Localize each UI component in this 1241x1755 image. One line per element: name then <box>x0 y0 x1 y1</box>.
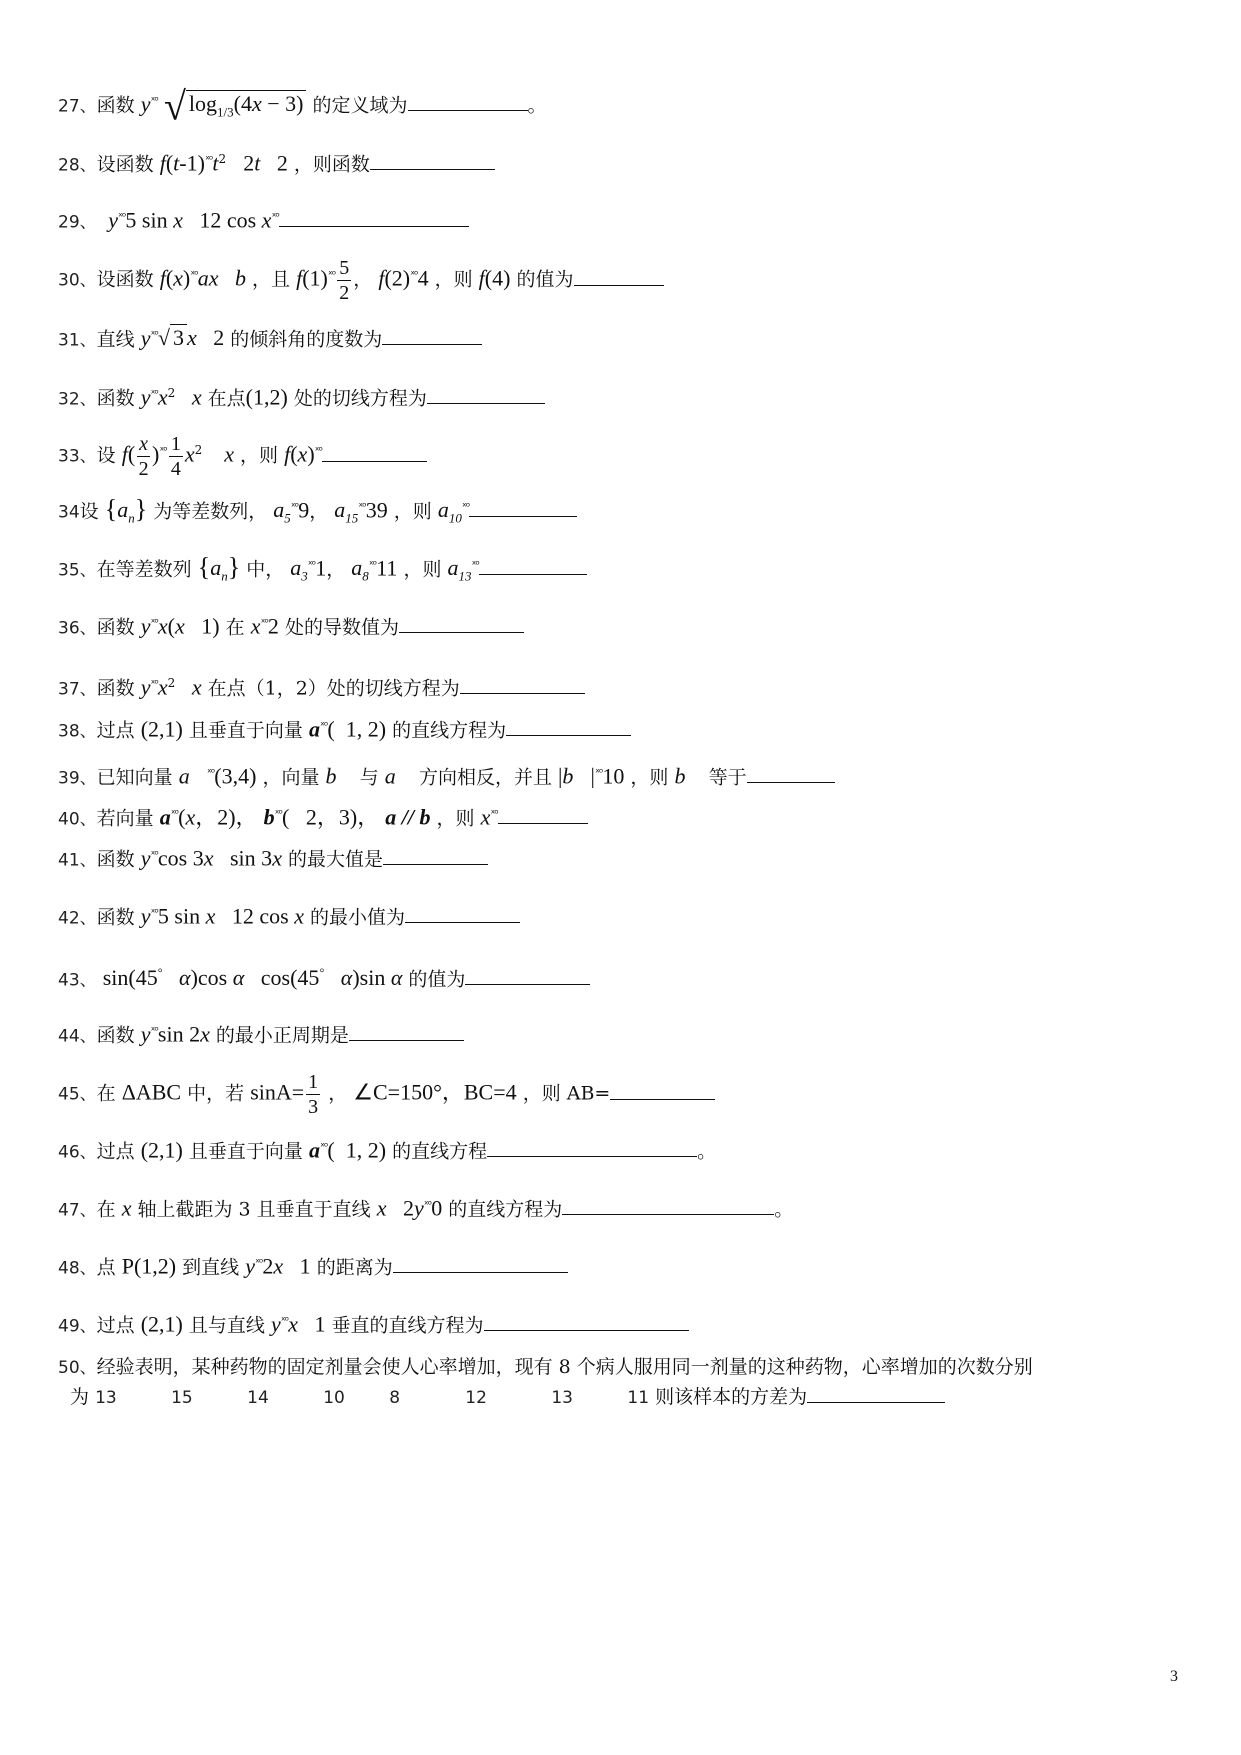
equals-glyph: ˣᵒ <box>204 153 213 166</box>
math-expression: (1,2) <box>245 384 288 410</box>
math-expression: a <box>159 804 171 830</box>
question-text: 为 <box>70 1386 90 1408</box>
question-number: 47、 <box>58 1200 97 1221</box>
math-expression: (1) <box>302 265 328 291</box>
question-text: 设函数 <box>96 268 154 291</box>
math-expression: 5 sin x 12 cos x <box>125 207 272 233</box>
question-47 <box>58 1192 793 1223</box>
question-number: 40、 <box>58 809 97 830</box>
question-text: 等于 <box>708 766 747 789</box>
question-text: 的定义域为 <box>312 94 408 117</box>
math-expression: $a_n$ <box>117 497 135 526</box>
question-49 <box>58 1308 689 1339</box>
math-expression: f <box>296 265 303 291</box>
equals-glyph: ˣᵒ <box>260 616 268 629</box>
question-text: ，则函数 <box>293 153 370 176</box>
math-expression: y <box>102 207 118 233</box>
math-expression: $a_3$ <box>290 555 308 584</box>
question-text: 函数 <box>96 848 135 871</box>
question-text: 若向量 <box>96 807 154 830</box>
math-expression: (x) <box>165 265 191 291</box>
math-expression: (2) <box>384 265 411 291</box>
math-expression: ( 2，3)， <box>282 804 380 830</box>
answer-blank[interactable] <box>498 805 588 824</box>
math-expression: b⃗ <box>674 763 703 789</box>
fraction: $\frac{1}{4}$ <box>170 433 181 480</box>
question-text: ， <box>326 558 346 581</box>
question-text: ，则 <box>403 558 442 581</box>
question-text: 且垂直于向量 <box>188 719 303 742</box>
math-expression: x <box>250 613 261 639</box>
math-expression: $a_5$ <box>273 497 291 526</box>
math-expression: { <box>197 552 211 582</box>
answer-blank[interactable] <box>574 267 664 286</box>
equals-glyph: ˣᵒ <box>319 719 328 732</box>
math-expression: f <box>159 265 166 291</box>
question-number: 37、 <box>58 679 97 700</box>
question-43 <box>58 960 590 993</box>
question-text: 。 <box>527 94 547 117</box>
equals-glyph: ˣᵒ <box>150 848 158 861</box>
math-expression: y <box>140 91 151 117</box>
math-expression: 5 sin x 12 cos x <box>157 903 304 929</box>
question-number: 27、 <box>58 96 97 117</box>
equals-glyph: ˣᵒ <box>423 1198 432 1211</box>
math-expression: x <box>157 613 168 639</box>
question-text: ，则 AB= <box>522 1082 611 1105</box>
question-text: ，则 <box>434 268 473 291</box>
question-text: 且垂直于向量 <box>188 1140 303 1163</box>
math-expression: $a_{13}$ <box>447 555 472 584</box>
question-text: ， <box>328 1082 348 1105</box>
question-text: 在点 <box>207 387 246 410</box>
question-number: 36、 <box>58 618 97 639</box>
equals-glyph: ˣᵒ <box>206 766 215 779</box>
question-number: 49、 <box>58 1316 97 1337</box>
equals-glyph: ˣᵒ <box>410 268 418 282</box>
question-number: 33、 <box>58 446 97 467</box>
math-expression: y <box>140 384 151 410</box>
question-36 <box>58 610 524 641</box>
math-expression: 2x 1 <box>262 1253 311 1279</box>
equals-glyph: ˣᵒ <box>471 558 479 571</box>
sample-value: 11 <box>627 1388 650 1408</box>
question-27 <box>58 83 547 129</box>
math-expression: x <box>175 384 202 410</box>
question-text: 到直线 <box>182 1256 240 1279</box>
math-expression: x <box>157 384 168 410</box>
question-text: 垂直的直线方程为 <box>331 1314 484 1337</box>
math-expression: (2,1) <box>140 1137 183 1163</box>
question-text: ，向量 <box>262 766 320 789</box>
math-expression: (4) <box>484 265 511 291</box>
math-expression: f <box>284 441 291 467</box>
math-expression: x <box>480 804 491 830</box>
math-expression: x <box>288 1311 298 1337</box>
math-expression: ∠C=150°，BC=4 <box>353 1079 517 1105</box>
math-expression: 2t 2 <box>232 150 288 176</box>
question-text: 函数 <box>96 387 135 410</box>
question-text: 。 <box>774 1198 794 1221</box>
answer-blank[interactable] <box>322 443 427 462</box>
math-expression: y <box>140 903 151 929</box>
question-text: 在 <box>96 1198 116 1221</box>
math-expression: sin 2x <box>157 1021 210 1047</box>
math-expression: y <box>140 674 151 700</box>
question-text: 过点 <box>96 1140 135 1163</box>
question-text: 设函数 <box>96 153 154 176</box>
math-expression: 11 <box>376 555 398 581</box>
math-expression: (t-1) <box>165 150 205 176</box>
math-expression: $a_{10}$ <box>437 497 462 526</box>
question-number: 39、 <box>58 768 97 789</box>
question-46 <box>58 1134 716 1165</box>
math-expression: b <box>263 804 275 830</box>
answer-blank[interactable] <box>370 151 495 170</box>
math-expression: sin(45° α)cos α cos(45° α)sin α <box>102 965 403 991</box>
answer-blank[interactable] <box>469 498 577 517</box>
math-expression: y <box>270 1311 281 1337</box>
question-number: 46、 <box>58 1142 97 1163</box>
equals-glyph: ˣᵒ <box>150 616 158 629</box>
equals-glyph: ˣᵒ <box>280 1314 289 1327</box>
math-expression: t <box>212 150 219 176</box>
math-expression: 2 <box>167 676 176 690</box>
equals-glyph: ˣᵒ <box>319 1140 328 1153</box>
question-30 <box>58 258 664 303</box>
question-text: ，且 <box>252 268 291 291</box>
math-expression: 39 <box>365 497 388 523</box>
math-expression: { <box>104 494 118 524</box>
sample-value: 8 <box>389 1388 401 1408</box>
question-text: ，则 <box>393 500 432 523</box>
question-48 <box>58 1250 568 1281</box>
equals-glyph: ˣᵒ <box>190 268 198 282</box>
fraction: $\frac{5}{2}$ <box>339 257 350 304</box>
question-number: 42、 <box>58 908 97 929</box>
math-expression: x <box>157 674 168 700</box>
question-text: ，则 <box>240 444 279 467</box>
question-text: 的直线方程 <box>392 1140 488 1163</box>
question-text: 直线 <box>96 328 135 351</box>
math-expression: $a_{15}$ <box>334 497 359 526</box>
question-text: 函数 <box>96 94 135 117</box>
question-number: 31、 <box>58 330 97 351</box>
math-expression: (x 1) <box>167 613 220 639</box>
equals-glyph: ˣᵒ <box>150 906 158 919</box>
question-text: 的直线方程为 <box>392 719 507 742</box>
question-text: 过点 <box>96 719 135 742</box>
question-text: ，则 <box>436 807 475 830</box>
equals-glyph: ˣᵒ <box>150 1024 158 1037</box>
equals-glyph: ˣᵒ <box>274 807 283 820</box>
answer-blank[interactable] <box>484 1312 689 1331</box>
page-number: 3 <box>1170 1668 1178 1685</box>
answer-blank[interactable] <box>383 846 488 865</box>
math-expression: y <box>245 1253 255 1279</box>
question-text: 在点（1，2）处的切线方程为 <box>207 677 460 700</box>
math-expression: x <box>202 441 234 467</box>
equals-glyph: ˣᵒ <box>490 807 498 820</box>
question-text: 且与直线 <box>188 1314 265 1337</box>
equals-glyph: ˣᵒ <box>254 1256 263 1269</box>
question-text: 在等差数列 <box>96 558 192 581</box>
math-expression: ax b <box>197 265 246 291</box>
answer-blank[interactable] <box>399 614 524 633</box>
equals-glyph: ˣᵒ <box>307 558 316 571</box>
math-expression: 2 <box>194 443 203 458</box>
question-text: 的最大值是 <box>288 848 384 871</box>
sample-value: 14 <box>247 1388 269 1408</box>
question-text: 函数 <box>96 677 135 700</box>
equals-glyph: ˣᵒ <box>117 210 126 223</box>
math-expression: 0 <box>431 1195 443 1221</box>
answer-blank[interactable] <box>279 208 469 227</box>
question-text: 的最小正周期是 <box>215 1024 349 1047</box>
math-expression: y <box>140 613 151 639</box>
math-expression: (3,4) <box>214 763 257 789</box>
math-expression: cos 3x sin 3x <box>157 845 282 871</box>
question-45 <box>58 1072 715 1117</box>
answer-blank[interactable] <box>405 904 520 923</box>
question-text: 则该样本的方差为 <box>655 1386 808 1408</box>
question-text: 的距离为 <box>316 1256 393 1279</box>
math-expression: P(1,2) <box>121 1253 177 1279</box>
question-number: 32、 <box>58 389 97 410</box>
question-number: 30、 <box>58 270 97 291</box>
equals-glyph: ˣᵒ <box>327 268 336 282</box>
question-40 <box>58 801 588 832</box>
sample-value: 15 <box>171 1388 193 1408</box>
question-29 <box>58 204 469 235</box>
math-expression: $a_8$ <box>351 555 369 584</box>
answer-blank[interactable] <box>610 1081 715 1100</box>
fraction: $\frac{1}{3}$ <box>308 1071 319 1118</box>
equals-glyph: ˣᵒ <box>358 500 366 513</box>
question-text: 函数 <box>96 616 135 639</box>
answer-blank[interactable] <box>465 966 590 985</box>
question-50-line2 <box>70 1384 945 1411</box>
question-text: 。 <box>697 1140 717 1163</box>
equals-glyph: ˣᵒ <box>290 500 299 513</box>
math-expression: sinA= <box>250 1079 305 1105</box>
question-number: 38、 <box>58 721 97 742</box>
question-33 <box>58 434 427 479</box>
math-expression: a⃗ <box>384 763 413 789</box>
question-text: 设 <box>79 500 99 523</box>
equals-glyph: ˣᵒ <box>461 500 470 513</box>
sqrt-expression: √ <box>163 83 186 129</box>
question-34 <box>58 494 577 532</box>
math-expression: (2,1) <box>140 1311 183 1337</box>
math-expression: x <box>175 674 202 700</box>
question-number: 29、 <box>58 212 97 233</box>
answer-blank[interactable] <box>479 556 587 575</box>
question-text: 处的切线方程为 <box>293 387 427 410</box>
math-expression: x <box>184 441 195 467</box>
question-number: 43、 <box>58 970 97 991</box>
math-expression: a <box>308 1137 320 1163</box>
equals-glyph: ˣᵒ <box>368 558 377 571</box>
question-number: 44、 <box>58 1026 97 1047</box>
math-expression: y <box>140 845 151 871</box>
math-expression: (x，2)， <box>178 804 258 830</box>
math-expression: x <box>121 1195 132 1221</box>
question-text: 已知向量 <box>96 766 173 789</box>
question-37 <box>58 670 585 702</box>
math-expression: ) <box>152 441 160 467</box>
math-expression: 4 <box>417 265 429 291</box>
question-number: 48、 <box>58 1258 97 1279</box>
equals-glyph: ˣᵒ <box>170 807 179 820</box>
answer-blank[interactable] <box>807 1384 945 1403</box>
question-text: ， <box>353 268 373 291</box>
question-text: ，则 <box>630 766 669 789</box>
question-31 <box>58 322 482 353</box>
question-39 <box>58 760 835 791</box>
math-expression: b⃗ <box>325 763 354 789</box>
question-number: 35、 <box>58 560 97 581</box>
question-text: 函数 <box>96 1024 135 1047</box>
equals-glyph: ˣᵒ <box>159 444 167 458</box>
math-expression: } <box>227 552 241 582</box>
math-expression: a // b <box>385 804 431 830</box>
math-expression: 2 <box>167 386 176 400</box>
question-text: 中， <box>246 558 285 581</box>
answer-blank[interactable] <box>506 717 631 736</box>
answer-blank[interactable] <box>460 675 585 694</box>
answer-blank[interactable] <box>393 1254 568 1273</box>
log-expression: $\log_{1/3}(4x - 3)$ <box>186 90 307 125</box>
answer-blank[interactable] <box>487 1138 697 1157</box>
question-41 <box>58 842 488 873</box>
question-text: 为等差数列， <box>153 500 268 523</box>
math-expression: ΔABC <box>121 1079 182 1105</box>
question-number: 28、 <box>58 155 97 176</box>
sample-value: 10 <box>323 1388 345 1408</box>
question-35 <box>58 552 587 590</box>
math-expression: ( <box>127 441 136 467</box>
answer-blank[interactable] <box>408 92 528 111</box>
question-50 <box>58 1354 1033 1381</box>
math-expression: 2 <box>267 613 279 639</box>
equals-glyph: ˣᵒ <box>150 328 158 341</box>
question-text: 与 <box>359 766 379 789</box>
math-expression: a <box>308 716 320 742</box>
question-text: 轴上截距为 3 且垂直于直线 <box>137 1198 371 1221</box>
math-expression: f <box>378 265 385 291</box>
math-expression: |b⃗| <box>558 763 595 789</box>
equals-glyph: ˣᵒ <box>271 210 279 223</box>
math-expression: y <box>140 1021 151 1047</box>
math-expression: ( 1, 2) <box>327 1137 387 1163</box>
equals-glyph: ˣᵒ <box>150 94 158 107</box>
question-38 <box>58 713 631 744</box>
question-text: 函数 <box>96 906 135 929</box>
question-text: 经验表明，某种药物的固定剂量会使人心率增加，现有 8 个病人服用同一剂量的这种药物，心率增加的次数分别 <box>96 1356 1033 1378</box>
question-text: 的最小值为 <box>310 906 406 929</box>
math-expression: (2,1) <box>140 716 183 742</box>
math-expression: $a_n$ <box>210 555 228 584</box>
question-number: 45、 <box>58 1084 97 1105</box>
question-text: 方向相反，并且 <box>418 766 552 789</box>
math-expression: (x) <box>290 441 315 467</box>
question-text: 的直线方程为 <box>448 1198 563 1221</box>
question-text: 在 <box>225 616 245 639</box>
sample-value: 13 <box>551 1388 573 1408</box>
question-text: 的倾斜角的度数为 <box>230 328 383 351</box>
math-expression: f <box>159 150 166 176</box>
fraction: $\frac{x}{2}$ <box>138 433 149 480</box>
equals-glyph: ˣᵒ <box>314 444 323 458</box>
question-number: 50、 <box>58 1358 97 1378</box>
answer-blank[interactable] <box>747 764 835 783</box>
math-expression: 1 <box>315 555 327 581</box>
equals-glyph: ˣᵒ <box>594 766 603 779</box>
question-number: 41、 <box>58 850 97 871</box>
question-32 <box>58 380 545 412</box>
math-expression: 2 <box>218 152 227 166</box>
math-expression: ( 1, 2) <box>327 716 387 742</box>
math-expression: f <box>478 265 485 291</box>
math-expression: 9 <box>298 497 310 523</box>
math-expression: f <box>121 441 128 467</box>
question-text: 的值为 <box>516 268 574 291</box>
math-expression: } <box>134 494 148 524</box>
math-expression: 1 <box>297 1311 326 1337</box>
question-text: 的值为 <box>408 968 466 991</box>
answer-blank[interactable] <box>349 1022 464 1041</box>
question-44 <box>58 1018 464 1049</box>
question-28 <box>58 146 495 178</box>
equals-glyph: ˣᵒ <box>150 387 158 400</box>
equals-glyph: ˣᵒ <box>150 677 158 690</box>
answer-blank[interactable] <box>562 1196 774 1215</box>
sample-value: 13 <box>95 1388 117 1408</box>
answer-blank[interactable] <box>427 385 545 404</box>
question-text: 点 <box>96 1256 116 1279</box>
math-expression: x <box>376 1195 387 1221</box>
question-text: 中，若 <box>187 1082 245 1105</box>
question-text: 处的导数值为 <box>284 616 399 639</box>
math-expression: √ 3 x 2 <box>157 325 225 351</box>
math-expression: a⃗ <box>178 763 207 789</box>
math-expression: y <box>140 325 151 351</box>
question-text: 设 <box>96 444 116 467</box>
math-expression: 10 <box>602 763 625 789</box>
sample-value: 12 <box>465 1388 487 1408</box>
question-42 <box>58 900 520 931</box>
question-text: 过点 <box>96 1314 135 1337</box>
question-number: 34 <box>58 502 80 523</box>
question-text: 在 <box>96 1082 116 1105</box>
question-text: ， <box>309 500 329 523</box>
answer-blank[interactable] <box>382 326 482 345</box>
math-expression: 2y <box>386 1195 424 1221</box>
